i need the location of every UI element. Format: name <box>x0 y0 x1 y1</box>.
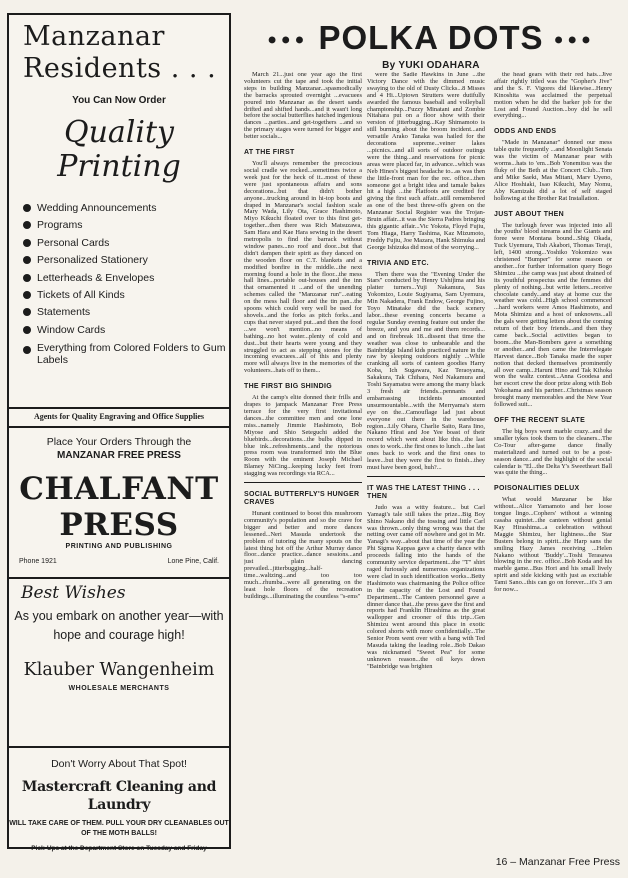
section-body: "Made in Manzanar" donned our mess table quite frequently ...and Moonlight Senata was the victim of Manzanar pear with worms...hats to 'em...Bob Yonemitsu was the fluky of the Beth at the Concert Club...Tom and Mike Saeki, Mas Mitani, Marv Uyeno, Alice Hoshiaki, Isao Kikuchi, May Nomu, Aby Kamizaki did a lot of self staged hollowing at the Brother Rat Installation. <box>494 139 612 202</box>
ad-divider <box>9 426 229 428</box>
ad-best-wishes: Best Wishes <box>21 583 126 603</box>
list-item: Window Cards <box>23 322 229 339</box>
bullet-icon <box>23 256 31 264</box>
ad-printing-publishing: PRINTING AND PUBLISHING <box>65 543 173 550</box>
section-heading: TRIVIA AND ETC. <box>367 259 429 267</box>
ad-phone: Phone 1921 <box>19 558 57 565</box>
ad-city: Lone Pine, Calif. <box>167 558 219 565</box>
ad-divider <box>9 407 229 409</box>
agents-line: Agents for Quality Engraving and Office Supplies <box>33 412 205 421</box>
ad-company-name: Klauber Wangenheim <box>23 660 215 680</box>
text-column-2 <box>367 72 485 862</box>
printing-ad <box>9 21 229 366</box>
section-heading: IT WAS THE LATEST THING . . . THEN <box>367 484 480 500</box>
bullet-icon <box>23 291 31 299</box>
ad-free-press-name: MANZANAR FREE PRESS <box>57 450 181 461</box>
text-column-3 <box>494 72 612 807</box>
ad-pickup-info: Pick-Ups at the Department Store on Tuesday and Friday <box>31 845 207 852</box>
section-body: You'll always remember the precocious social cradle we rocked...sometimes twice a week just for the heck of it...most of these were just spontaneous affairs and sons decorations...but that didn't bother anyone...trucking around in hi-top boots and draped in Manzanar's social fashion scale Mary Wada, Lily Ota, Grace Hashimoto, Miyo Kikuchi floated over to this first get-together...then there was Rich Matsuzawa, Sam Hara and Kae Hara sewing in the desert metropolis to find the barrack without window panes...no roof and door...but that didn't dampen their spirit as they danced on the wooden floor on C.T. blankets and a modified bonfire in the middle...the next morning found a hole in the floor...the mess hall lines...portable out-houses and the inn that ornamented it ...and of the unending schemes called the "Manzanar run"...eating on the mess hall floor and the tin pan...the spoons which could very well be used for shovels...and the forks as pitch forks...and cups that never stayed put...and then the food ...we won't mention...no means of bathing...no hot water...plenty of cold and dust...but their hearts were young and they struggled to act as stepping stones for the incoming evacuees...all of this and plenty more will always live in the memories of the volunteers...hats off to them... <box>244 160 362 375</box>
ad-headline-manzanar: Manzanar <box>23 21 165 52</box>
bullet-icon <box>23 308 31 316</box>
section-divider <box>244 482 362 483</box>
bullet-icon <box>23 221 31 229</box>
section-body: were the Sadie Hawkins in June ...the Victory Dance with the dimmed music swaying to the old of Dusty Clicks...8 Misses and 4 Hi...Uptown Strutters were dutifully awarded the famous baseball and volleyball championship...Fuzzy Minatani and Zombie Nitahara put on a floor show with their version of jitterbugging...Kay Shimamoto is still burning about the broom incident...and versatile Arako Tanaka was hailed for the decorations supreme...veiner lakes ...picnics...and all sorts of outdoor outings were the thing...and reservations for picnic areas were placed far, in advance...which was Neb Hines's biggest headache to...as was then the little-front man for the rec. office...then someone got a bright idea and tamale bakes hit a high ...the Flatfoots are credited for giving the first such affair...still remembered as one of the best threw-offs given on the Manzanar Social Register was the Trojan-Bruin affair...it was the Sierra Padres bringing this gigantic affair...Vic Yokota, Floyd Fujiu, Tom Hiaga, Harry Tashima, Kaz Mizumoto, Freddy Fujiu, Joe Mazara, Hank Shimuka and George Ishizuka did most of the worrying... <box>367 72 485 251</box>
text-column-1 <box>244 72 362 862</box>
ad-order-line: You Can Now Order <box>72 95 166 106</box>
section-heading: JUST ABOUT THEN <box>494 210 564 218</box>
ad-wishes-message: As you embark on another year—with hope and courage high! <box>14 609 224 642</box>
section-heading: OFF THE RECENT SLATE <box>494 416 586 424</box>
klauber-wangenheim-ad <box>9 583 229 692</box>
ad-company-type: WHOLESALE MERCHANTS <box>68 685 170 692</box>
ad-spot-headline: Don't Worry About That Spot! <box>51 758 187 770</box>
ad-divider <box>9 577 229 579</box>
ad-place-orders: Place Your Orders Through the <box>46 436 192 448</box>
mastercraft-laundry-ad <box>9 752 229 852</box>
list-item: Statements <box>23 304 229 321</box>
ad-divider <box>9 746 229 748</box>
list-item: Programs <box>23 217 229 234</box>
dots-ornament-icon: ●●● <box>267 31 309 49</box>
column-title: POLKA DOTS <box>318 19 544 56</box>
list-item: Personalized Stationery <box>23 252 229 269</box>
section-heading: POISONALITIES DELUX <box>494 485 580 493</box>
ad-quality-printing: Quality Printing <box>57 115 181 184</box>
section-heading: AT THE FIRST <box>244 149 295 157</box>
list-item: Tickets of All Kinds <box>23 287 229 304</box>
list-item: Personal Cards <box>23 235 229 252</box>
section-heading: THE FIRST BIG SHINDIG <box>244 383 332 391</box>
section-heading: ODDS AND ENDS <box>494 128 557 136</box>
bullet-icon <box>23 204 31 212</box>
section-body: The turlough fever was injected into all the youths' blood streams and the Giants and foree were Montana bound...Shig Okada, Tuck Uyemura, Tish Akabori, Thomas Teraji, left, 1400 strong...Yoshiko Yokomizo was christened "Bumper" for some reason or another...for further information query Bogo Shimizu ...the camp was just about drained of its youthful prospectus and the femmes did plenty of nothing...but write letters...receive chocolate candy...and stay at home cuz the weather was cold...High school commenced ...hard workers were Amos Hashimoto, and Mota Shimizu and a host of unknowns...all the gals were getting letters about the coming return of their boy friends...and then they came back...Social activities began to boom...the Man-Bombers gave a something or another...and then came the Interrelegate Harvest dance...Bob Tanaka made the super notion that decked themselves prominently all over camp...Haruni Hino and Tak Kihoka won the waltz contest...Anna Goodesa and her escort crew the door prize along with Bob Yokohama and his partner...Christmas season brought many memorables and the New Year followed suit... <box>494 221 612 409</box>
bullet-icon <box>23 274 31 282</box>
section-body: What would Manzanar be like without...Alice Yamamoto and her loose tongue lingo...Cophers' without a winning casaba quintet...the canteen without genial Kay Hirashima...a celebration without Maggie Shimizu, her lightness...the Star Busters belong in spirit...the Harp sans the smiling Hazy James receiving ...Helen Nakano without 'Buddy'...Toshi Terasawa blowing in the rec. office...Bob Koda and his marble game...Bus Hori and his small lively spirit and side kicking with just as excitable Tami Sano...this can go on forever....it's 3 am for now... <box>494 496 612 594</box>
list-item: Letterheads & Envelopes <box>23 270 229 287</box>
ad-headline-residents: Residents . . . <box>23 53 217 84</box>
section-body: Hunant continued to boost this mushroom community's population and so the crave for bigger and better and more dances lessened...Neri Masuda undertook the problem of tutoring the many spouts on the latest thing hot off the Arthur Murray dance floor...dance practice...dance sessions...and just plain dancing prevailed...jitterbugging...half-time...waltzing...and too too much...rhumba...were all generating on the least hole floors of the recreation buildings...illuminating the countless "s-ems" <box>244 510 362 600</box>
chalfant-press-ad <box>9 431 229 565</box>
ad-contact-row <box>9 550 229 565</box>
list-item: Wedding Announcements <box>23 200 229 217</box>
column-masthead <box>241 19 621 56</box>
ad-laundry-message: WILL TAKE CARE OF THEM. PULL YOUR DRY CLEANABLES OUT OF THE MOTH BALLS! <box>9 820 229 837</box>
section-body: Judo was a witty feature... but Carl Yamagi's tale still takes the prize...Big Boy Shino Nakano did the tossing and little Carl was thrown...only thing wrong was that the netting over came off nowhere and got in Mr. Yanagi's way...about that time of the year the Phi Sigma Kappas gave a charity dance with proceeds falling into the hands of the community service department...the "T" shirt raged furiously and numerous organizations were clad in such identification works...Betty Hashimoto was chairmaning the Police office in the capacity of the Lost and Found Department...The Canteen personnel gave a dinner dance that...the press gave the first and reports had Franklin Hirashima as the great wallopper and crooner of this trip...Gen Shimizu went around this place in exotic colored shorts with more confidentially...The Senior Prom went over with a bang with Ted Masuda taking the leading role...Bob Dakao was nicknamed "Sweet Pea" for some unknown reason...the oil keys down "Bainbridge was brighten <box>367 503 485 670</box>
column-byline: By YUKI ODAHARA <box>382 60 480 71</box>
printing-services-list <box>9 200 229 366</box>
section-heading: SOCIAL BUTTERFLY'S HUNGER CRAVES <box>244 491 360 507</box>
bullet-icon <box>23 346 31 354</box>
section-body: Then there was the "Evening Under the Stars" conducted by Henry Ushijima and his platter turners...Yuji Nakamura, Sus Yokomizo, Louie Sugiyama, Sam Uyemura, Min Nakadera, Frank Endow, George Fujino, Toyo Minatake did the back scenery labor...these evening concerts became a regular Sunday evening feature out under the breeze, and you and me and them records... and on firebreak 18...dissent that time the weather was close to unbearable and the Bainbridge Island kids practiced nature in the raw by sleeping outdoors nightly ...While cranking all sorts of canteen goodies Harry Koba, Ich Sugawara, Kaz Teraoyama, Sakakura, Tak Chihara, Ned Nakamura and Toshi Sayamatsu were among the many black 3 fresh air friends...pennants and embarrassing incidents amounted unsurmountable...with the Merryama's stern eye on the...Camouflage lad just about everyone out there in the warehouse region...Lily Ohara, Charlie Saito, Rara Iino, Nakano Hirai and Joe Yee boast of their record which went about like this...the last ones to work...the first ones to lunch ...the last ones back to work and the first ones to leave...but they were the first to finish...they must have been good, huh?... <box>367 270 485 471</box>
ad-column <box>7 13 231 852</box>
ad-laundry-name: Mastercraft Cleaning and Laundry <box>21 779 217 813</box>
section-body: the head gears with their red hats...Jive affair rightly titled was the "Gopher's Jive" and the S. F. Vigores did likewise...Henry Kinoshita was acclaimed the perpetual motion when he did the barker job for the Lost and Found Auction...boy did he sell everything... <box>494 72 612 120</box>
list-item: Everything from Colored Folders to Gum Labels <box>23 342 229 366</box>
intro-paragraph: March 21...just one year ago the first volunteers cut the tape and took the initial steps in building Manzanar...spasmodically the barracks sprouted overnight ...evacuees poured into Manzanar as the desert sands drifted and shifted hands...and it wasn't long before the social butterflies hatched ingenious dances ...parties...and get-togethers ...and so the primary stages were turned for bigger and better socials... <box>244 72 362 141</box>
chalfant-press-logo: CHALFANT PRESS <box>19 471 219 543</box>
section-divider <box>367 476 485 477</box>
section-body: The big boys went marble crazy...and the smaller tykes took them to the cleaners...The Co-Tour after-game dance finally materialized and turned out to be a post-season dance...and the highlight of the social calendar is "El...the Delta Y's Sweetheart Ball was quite the thing... <box>494 427 612 477</box>
bullet-icon <box>23 239 31 247</box>
page-footer: 16 – Manzanar Free Press <box>495 856 620 868</box>
dots-ornament-icon: ●●● <box>553 31 595 49</box>
section-body: At the camp's elite donned their frills and drapes to jampack Manzanar Free Press terrace for the very first invitational dances...the committee men and one lone miss...namely Jimmie Hashimoto, Bob Miyose and Shio Seteguchi added the bluebirds...decorations...the bulbs dipped in blue ink...refreshments...and the notorious press room was transformed into the Blue Room with the eminent Joseph Michael Blamey NiCing...keeping lucky feet from stagging was recordings via RCA... <box>244 394 362 478</box>
bullet-icon <box>23 326 31 334</box>
